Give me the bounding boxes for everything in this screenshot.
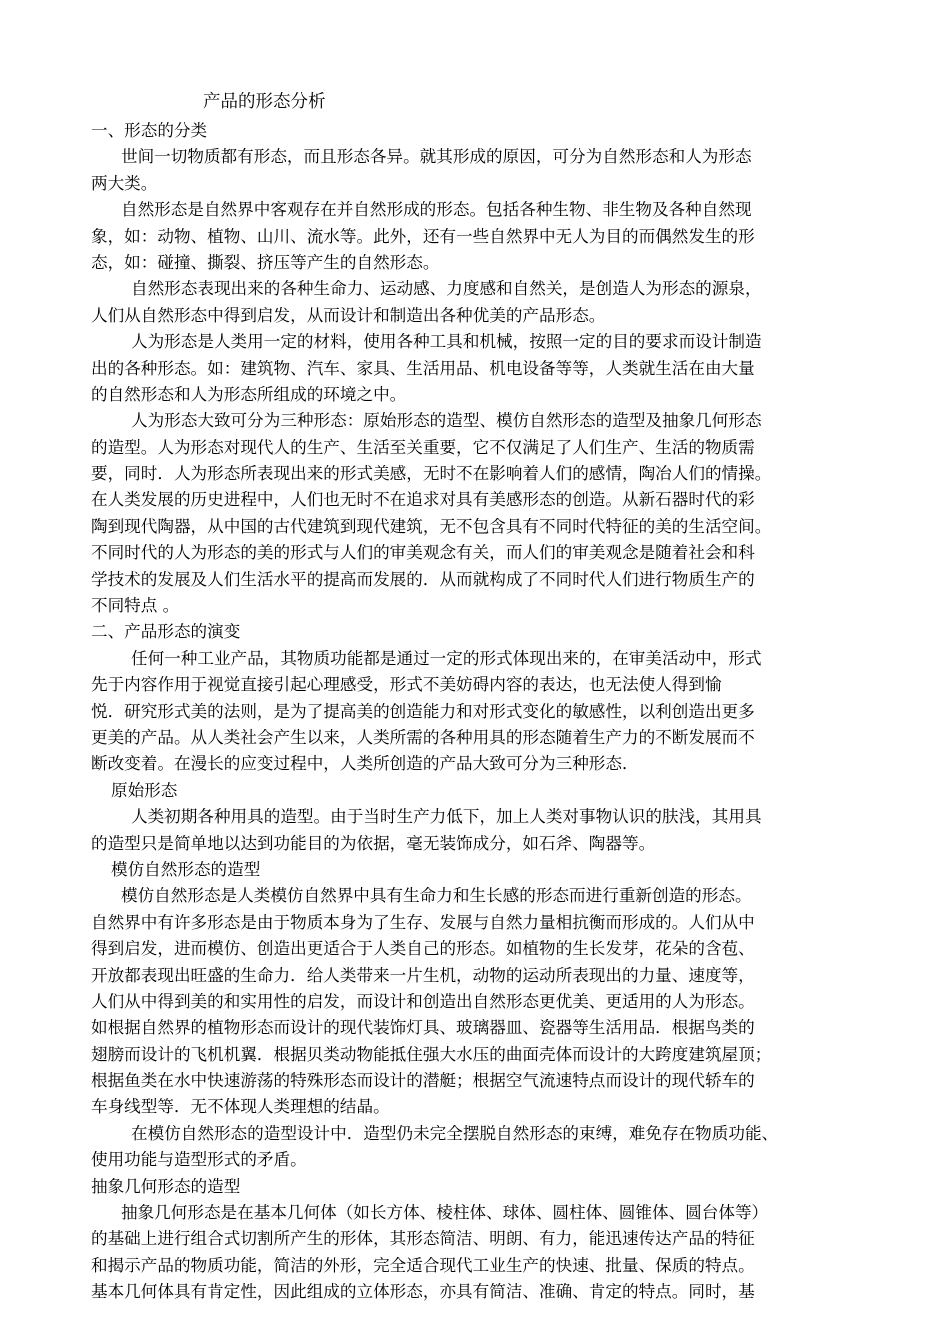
text-line [91,831,871,857]
text-line [91,672,871,698]
text-line-content: 模仿自然形态是人类模仿自然界中具有生命力和生长感的形态而进行重新创造的形态。 [121,886,752,906]
text-line-content: 人为形态是人类用一定的材料，使用各种工具和机械，按照一定的目的要求而设计制造 [131,332,762,352]
text-line [91,487,871,513]
text-line-content: 的基础上进行组合式切割所产生的形体，其形态简洁、明朗、有力，能迅速传达产品的特征 [91,1229,755,1249]
text-line-content: 在人类发展的历史进程中，人们也无时不在追求对具有美感形态的创造。从新石器时代的彩 [91,490,755,510]
text-line-content: 原始形态 [111,780,178,800]
text-line-content: 要，同时．人为形态所表现出来的形式美感，无时不在影响着人们的感情，陶冶人们的情操。 [91,464,772,484]
text-line-content: 断改变着。在漫长的应变过程中，人类所创造的产品大致可分为三种形态． [91,754,639,774]
text-line [91,435,871,461]
text-line [91,883,871,909]
document-title: 产品的形态分析 [203,92,326,112]
text-line [91,118,871,144]
text-line-content: 先于内容作用于视觉直接引起心理感受，形式不美妨碍内容的表达，也无法使人得到愉 [91,675,722,695]
text-line [91,303,871,329]
text-line [91,1200,871,1226]
text-line [91,989,871,1015]
text-line-content: 人们从中得到美的和实用性的启发，而设计和创造出自然形态更优美、更适用的人为形态。 [91,991,755,1011]
text-line [91,1121,871,1147]
text-line [91,1253,871,1279]
text-line [91,725,871,751]
text-line [91,1147,871,1173]
text-line [91,567,871,593]
text-line [91,699,871,725]
text-line [91,1174,871,1200]
text-line-content: 如根据自然界的植物形态而设计的现代装饰灯具、玻璃器皿、瓷器等生活用品．根据鸟类的 [91,1018,755,1038]
text-line-content: 的造型只是简单地以达到功能目的为依据，毫无装饰成分，如石斧、陶器等。 [91,833,656,853]
text-line [91,593,871,619]
text-line [91,1279,871,1305]
text-line [91,540,871,566]
text-line [91,329,871,355]
text-line-content: 人为形态大致可分为三种形态：原始形态的造型、模仿自然形态的造型及抽象几何形态 [131,411,762,431]
text-line-content: 根据鱼类在水中快速游荡的特殊形态而设计的潜艇；根据空气流速特点而设计的现代轿车的 [91,1071,755,1091]
text-line [91,514,871,540]
text-line-content: 学技术的发展及人们生活水平的提高而发展的．从而就构成了不同时代人们进行物质生产的 [91,569,755,589]
text-line [91,1226,871,1252]
text-line-content: 使用功能与造型形式的矛盾。 [91,1150,307,1170]
text-line-content: 自然形态表现出来的各种生命力、运动感、力度感和自然关，是创造人为形态的源泉， [131,279,762,299]
text-line [91,144,871,170]
text-line-content: 一、形态的分类 [91,121,208,140]
text-line-content: 任何一种工业产品，其物质功能都是通过一定的形式体现出来的，在审美活动中，形式 [131,648,762,668]
text-line-content: 自然形态是自然界中客观存在并自然形成的形态。包括各种生物、非生物及各种自然现 [121,200,752,220]
text-line [91,250,871,276]
text-line-content: 人们从自然形态中得到启发，从而设计和制造出各种优美的产品形态。 [91,305,606,325]
text-line [91,382,871,408]
text-line-content: 的自然形态和人为形态所组成的环境之中。 [91,384,407,404]
text-line-content: 车身线型等．无不体现人类理想的结晶。 [91,1097,390,1117]
text-line [91,1042,871,1068]
text-line [91,804,871,830]
text-line [91,197,871,223]
text-line-content: 在模仿自然形态的造型设计中．造型仍未完全摆脱自然形态的束缚，难免存在物质功能、 [131,1123,779,1143]
text-line [91,936,871,962]
text-line-content: 世间一切物质都有形态，而且形态各异。就其形成的原因，可分为自然形态和人为形态 [121,147,752,167]
text-line [91,356,871,382]
document-body [91,118,871,1306]
text-line [91,171,871,197]
text-line-content: 悦．研究形式美的法则，是为了提高美的创造能力和对形式变化的敏感性，以利创造出更多 [91,701,755,721]
text-line-content: 不同特点 。 [91,596,180,616]
text-line [91,910,871,936]
text-line-content: 自然界中有许多形态是由于物质本身为了生存、发展与自然力量相抗衡而形成的。人们从中 [91,912,755,932]
text-line [91,276,871,302]
text-line [91,408,871,434]
text-line [91,619,871,645]
text-line-content: 和揭示产品的物质功能，简洁的外形，完全适合现代工业生产的快速、批量、保质的特点。 [91,1255,755,1275]
text-line-content: 人类初期各种用具的造型。由于当时生产力低下，加上人类对事物认识的肤浅，其用具 [131,807,762,827]
text-line [91,1094,871,1120]
text-line [91,646,871,672]
text-line-content: 抽象几何形态的造型 [91,1176,241,1196]
text-line-content: 得到启发，进而模仿、创造出更适合于人类自己的形态。如植物的生长发芽，花朵的含苞、 [91,939,755,959]
text-line-content: 陶到现代陶器，从中国的古代建筑到现代建筑，无不包含具有不同时代特征的美的生活空间。 [91,516,772,536]
text-line [91,751,871,777]
text-line-content: 出的各种形态。如：建筑物、汽车、家具、生活用品、机电设备等等，人类就生活在由大量 [91,358,755,378]
text-line [91,224,871,250]
text-line [91,1015,871,1041]
text-line-content: 象，如：动物、植物、山川、流水等。此外，还有一些自然界中无人为目的而偶然发生的形 [91,226,755,246]
text-line-content: 不同时代的人为形态的美的形式与人们的审美观念有关，而人们的审美观念是随着社会和科 [91,543,755,563]
text-line [91,778,871,804]
text-line [91,461,871,487]
text-line [91,857,871,883]
text-line-content: 抽象几何形态是在基本几何体（如长方体、棱柱体、球体、圆柱体、圆锥体、圆台体等） [121,1203,769,1223]
text-line-content: 基本几何体具有肯定性，因此组成的立体形态，亦具有简洁、准确、肯定的特点。同时，基 [91,1282,755,1302]
text-line-content: 两大类。 [91,173,158,193]
text-line [91,1068,871,1094]
text-line-content: 模仿自然形态的造型 [111,859,261,879]
text-line [91,963,871,989]
text-line-content: 翅膀而设计的飞机机翼．根据贝类动物能抵住强大水压的曲面壳体而设计的大跨度建筑屋顶； [91,1044,772,1064]
text-line-content: 态，如：碰撞、撕裂、挤压等产生的自然形态。 [91,252,440,272]
text-line-content: 二、产品形态的演变 [91,622,241,642]
text-line-content: 更美的产品。从人类社会产生以来，人类所需的各种用具的形态随着生产力的不断发展而不 [91,727,755,747]
text-line-content: 的造型。人为形态对现代人的生产、生活至关重要，它不仅满足了人们生产、生活的物质需 [91,437,755,457]
text-line-content: 开放都表现出旺盛的生命力．给人类带来一片生机，动物的运动所表现出的力量、速度等， [91,965,755,985]
